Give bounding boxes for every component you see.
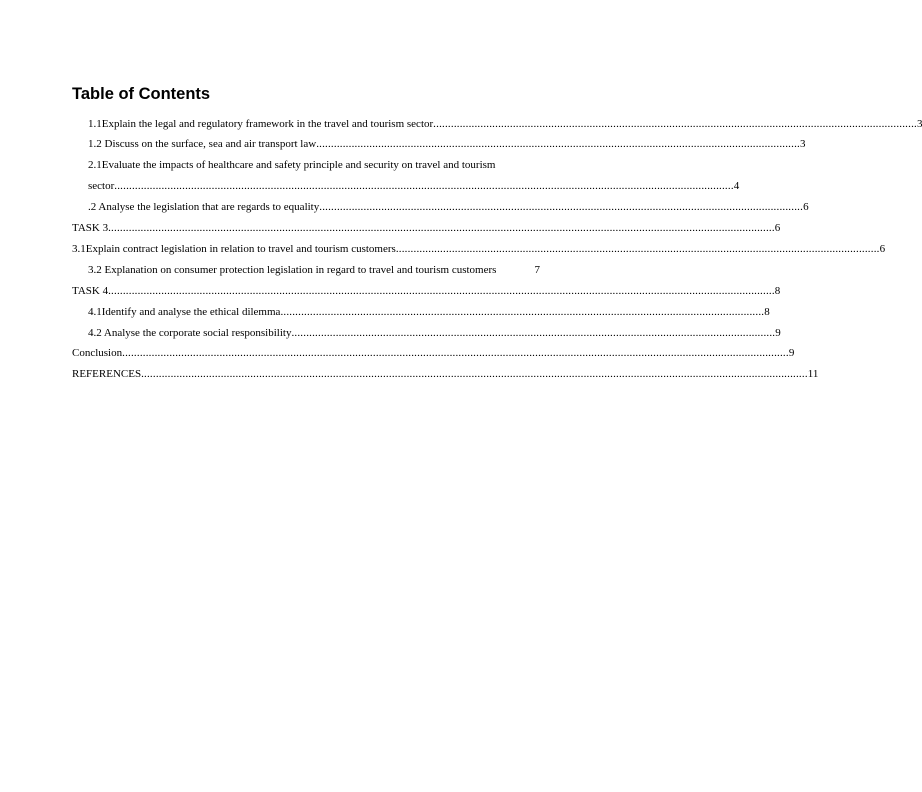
toc-entry[interactable] bbox=[88, 325, 781, 341]
toc-entry-label: TASK 4 bbox=[72, 285, 109, 297]
toc-entry-page: 11 bbox=[807, 368, 819, 380]
dot-leader: .................................................................................................................................................................................................................................. bbox=[108, 222, 775, 234]
toc-entry-page: 6 bbox=[774, 222, 781, 234]
toc-entry-label: 4.1Identify and analyse the ethical dilemma bbox=[88, 306, 281, 318]
toc-entry[interactable] bbox=[72, 241, 886, 257]
toc-entry-label: 1.2 Discuss on the surface, sea and air transport law bbox=[88, 138, 317, 150]
toc-entry-page: 6 bbox=[803, 201, 809, 213]
toc-entry-label: 2.1Evaluate the impacts of healthcare and safety principle and security on travel and tourism bbox=[88, 159, 496, 171]
dot-leader: .................................................................................................................................................................................................................. bbox=[114, 180, 734, 192]
dot-leader: .................................................................................................................................................................... bbox=[316, 138, 800, 150]
toc-entry-label: .2 Analyse the legislation that are regards to equality bbox=[88, 201, 320, 213]
toc-entry-page: 3 bbox=[800, 138, 806, 150]
dot-leader: .................................................................................................................................................................... bbox=[395, 243, 880, 255]
toc-entry[interactable] bbox=[88, 199, 809, 215]
toc-title: Table of Contents bbox=[72, 85, 211, 103]
toc-entry[interactable] bbox=[72, 345, 795, 361]
toc-entry[interactable] bbox=[88, 178, 740, 194]
toc-entry-label: sector bbox=[88, 180, 115, 192]
toc-entry-label: 1.1Explain the legal and regulatory framework in the travel and tourism sector bbox=[88, 118, 434, 130]
toc-entry[interactable] bbox=[88, 262, 540, 278]
toc-entry-page: 8 bbox=[764, 306, 770, 318]
toc-entry-page: 9 bbox=[788, 347, 795, 359]
dot-leader: .................................................................................................................................................................... bbox=[280, 306, 765, 318]
toc-entry[interactable] bbox=[72, 283, 781, 299]
toc-entry-label: 3.1Explain contract legislation in relation to travel and tourism customers bbox=[72, 243, 396, 255]
toc-entry[interactable] bbox=[88, 304, 770, 320]
toc-entry[interactable] bbox=[88, 116, 922, 132]
toc-entry[interactable] bbox=[72, 220, 781, 236]
toc-entry-page: 9 bbox=[775, 327, 781, 339]
toc-entry[interactable] bbox=[72, 366, 819, 382]
toc-entry-label: Conclusion bbox=[72, 347, 123, 359]
toc-entry-label: REFERENCES bbox=[72, 368, 142, 380]
toc-entry-page: 6 bbox=[879, 243, 886, 255]
toc-entry-page: 8 bbox=[774, 285, 781, 297]
dot-leader: .................................................................................................................................................................... bbox=[433, 118, 917, 130]
toc-entry-page: 4 bbox=[733, 180, 740, 192]
toc-entry[interactable] bbox=[88, 136, 806, 152]
toc-entry-label: 3.2 Explanation on consumer protection legislation in regard to travel and tourism customers bbox=[88, 264, 497, 276]
dot-leader: .................................................................................................................................................................................................................................. bbox=[141, 368, 808, 380]
toc-entry-label: 4.2 Analyse the corporate social responsibility bbox=[88, 327, 292, 339]
toc-entry[interactable] bbox=[88, 157, 540, 173]
toc-entry-page: 7 bbox=[534, 264, 540, 276]
dot-leader: .................................................................................................................................................................................................................................. bbox=[108, 285, 775, 297]
dot-leader: .................................................................................................................................................................... bbox=[291, 327, 776, 339]
dot-leader: .................................................................................................................................................................... bbox=[319, 201, 804, 213]
toc-entry-label: TASK 3 bbox=[72, 222, 109, 234]
dot-leader: .................................................................................................................................................................................................................................. bbox=[122, 347, 789, 359]
toc-entry-page: 3 bbox=[916, 118, 922, 130]
